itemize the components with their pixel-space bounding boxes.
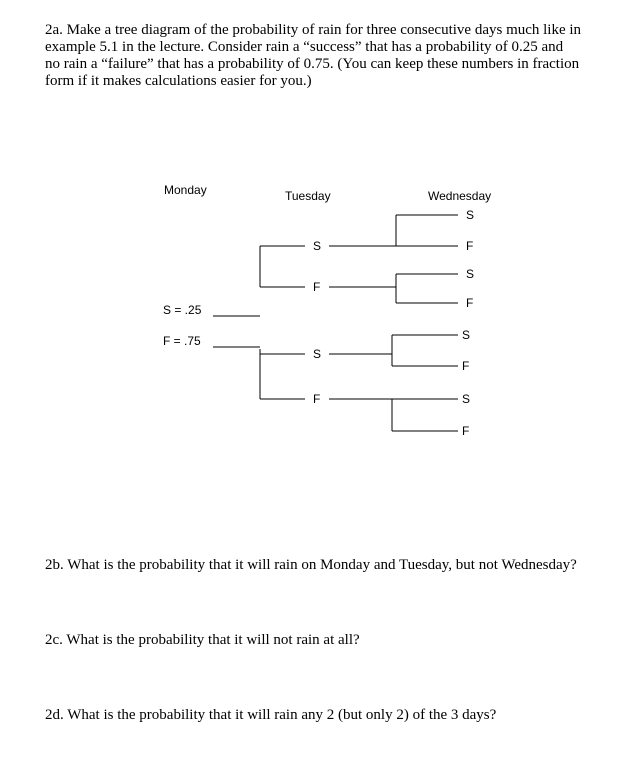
wednesday-label: S [462, 392, 471, 406]
question-2a-line: 2a. Make a tree diagram of the probability of rain for three consecutive days much like in [45, 22, 582, 38]
wednesday-label: F [462, 424, 470, 438]
tuesday-label: F [313, 280, 321, 294]
wednesday-label: F [466, 239, 474, 253]
header-monday: Monday [164, 183, 207, 197]
wednesday-label: F [466, 296, 474, 310]
question-2a-line: no rain a “failure” that has a probability of 0.75. (You can keep these numbers in fraction [45, 56, 580, 72]
tuesday-label: F [313, 392, 321, 406]
wednesday-label: S [466, 267, 475, 281]
wednesday-label: S [462, 328, 471, 342]
header-tuesday: Tuesday [285, 189, 331, 203]
tuesday-label: S [313, 239, 322, 253]
monday-f-label: F = .75 [163, 334, 201, 348]
question-2b: 2b. What is the probability that it will rain on Monday and Tuesday, but not Wednesday? [45, 557, 577, 573]
monday-s-label: S = .25 [163, 303, 202, 317]
tuesday-label: S [313, 347, 322, 361]
wednesday-label: F [462, 359, 470, 373]
wednesday-label: S [466, 208, 475, 222]
question-2d: 2d. What is the probability that it will rain any 2 (but only 2) of the 3 days? [45, 707, 497, 723]
question-2a-line: example 5.1 in the lecture. Consider rain a “success” that has a probability of 0.25 and [45, 39, 564, 55]
question-2c: 2c. What is the probability that it will not rain at all? [45, 632, 360, 648]
header-wednesday: Wednesday [428, 189, 492, 203]
question-2a-line: form if it makes calculations easier for you.) [45, 73, 312, 89]
